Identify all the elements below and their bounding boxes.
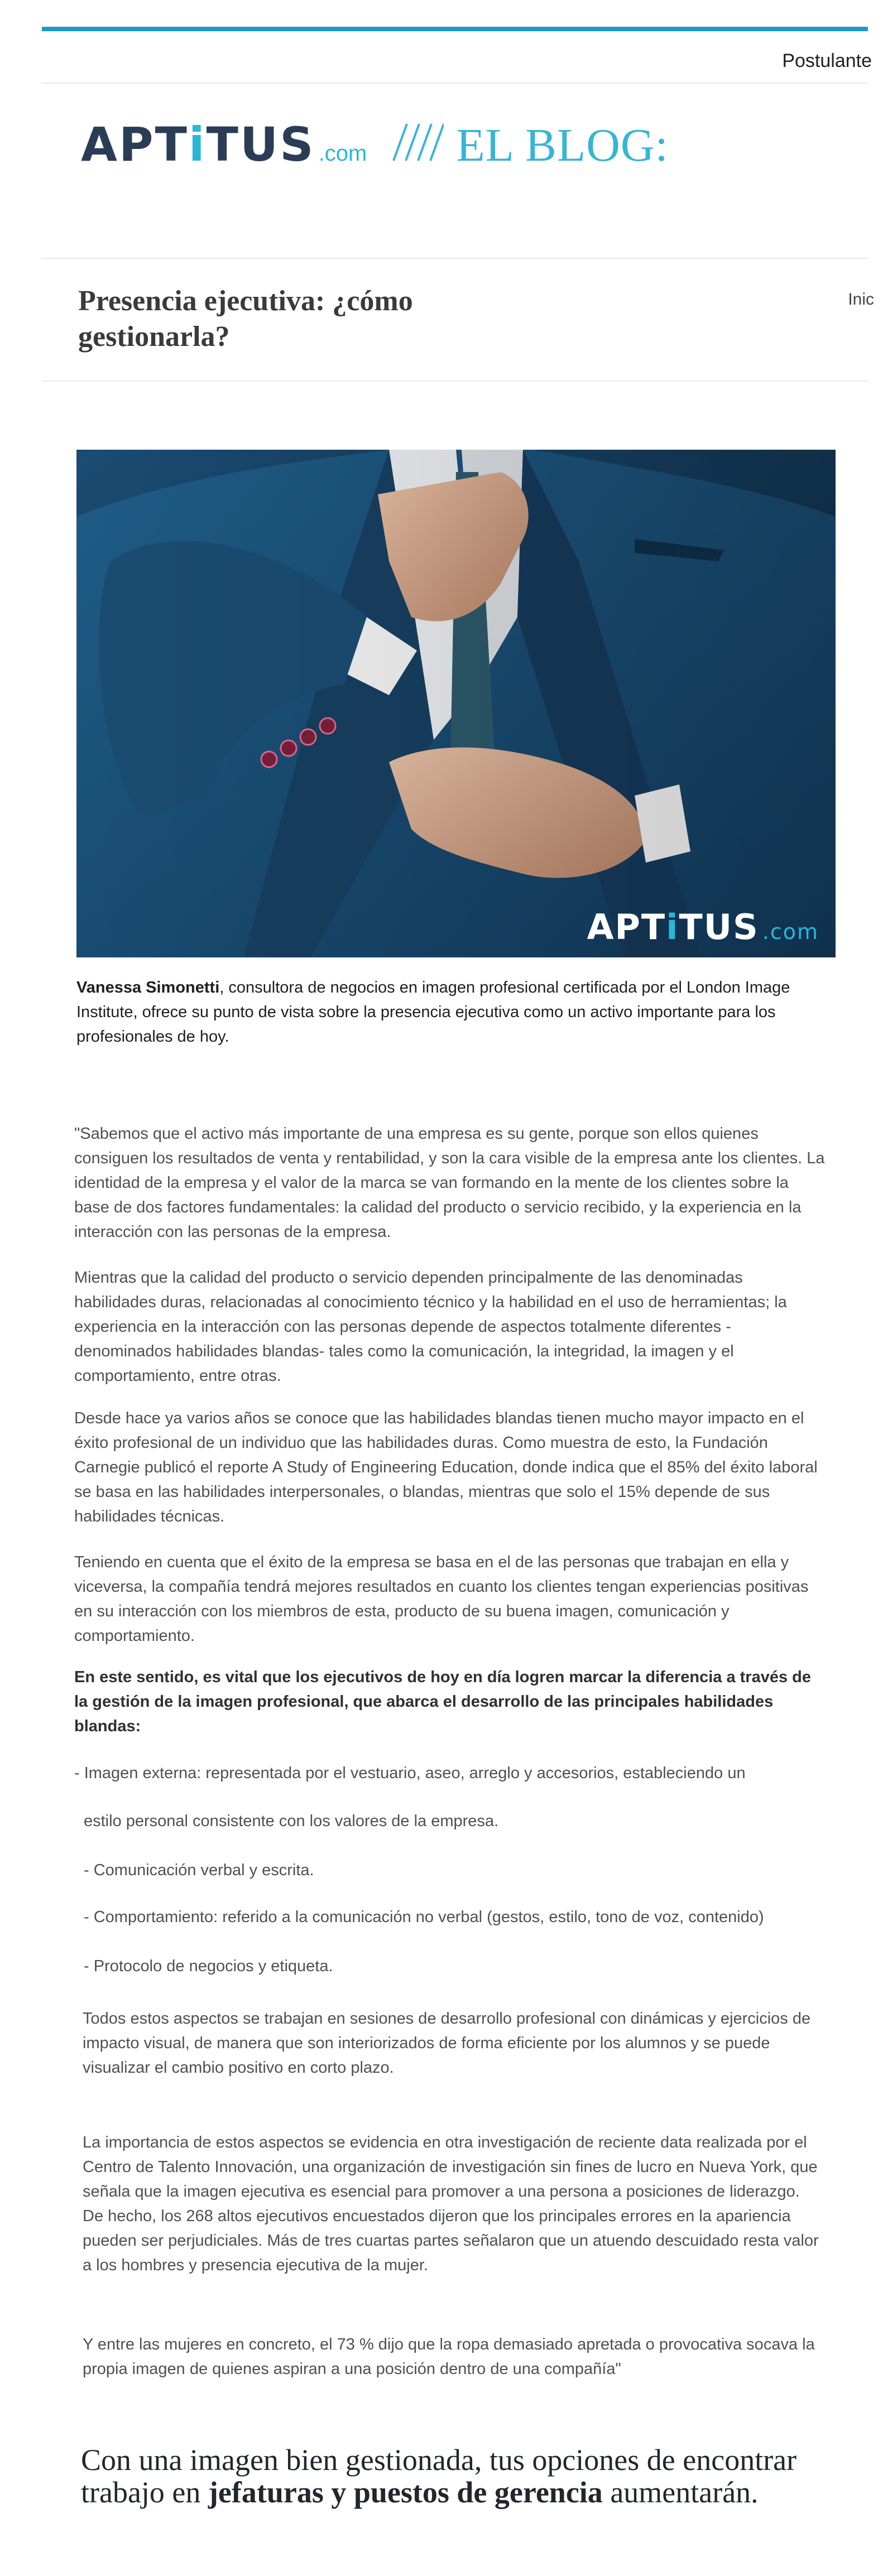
- article-paragraph: Todos estos aspectos se trabajan en sesiones de desarrollo profesional con dinámicas y ejercicios de impacto visual, de manera que son interiorizados de forma eficiente por los alumnos y se puede visualizar el cambio positivo en corto plazo.: [83, 2010, 811, 2077]
- article-paragraph: Desde hace ya varios años se conoce que las habilidades blandas tienen mucho mayor impacto en el éxito profesional de un individuo que las habilidades duras. Como muestra de esto, la Fundación Carnegie publicó el reporte A Study of Engineering Education, donde indica que el 85% del éxito laboral se basa en las habilidades interpersonales, o blandas, mientras que solo el 15% depende de sus habilidades técnicas.: [74, 1409, 818, 1525]
- brand-tld: .com: [318, 141, 367, 166]
- watermark-tld: .com: [762, 919, 819, 944]
- author-name: Vanessa Simonetti: [76, 979, 220, 996]
- blog-label: EL BLOG:: [456, 119, 669, 171]
- closing-emphasis: jefaturas y puestos de gerencia: [208, 2476, 603, 2509]
- list-item: - Comportamiento: referido a la comunicación no verbal (gestos, estilo, tono de voz, contenido): [84, 1908, 764, 1926]
- article-paragraph: "Sabemos que el activo más importante de una empresa es su gente, porque son ellos quienes consiguen los resultados de venta y rentabilidad, y son la cara visible de la empresa ante los clientes. La identidad de la empresa y el valor de la marca se van formando en la mente de los clientes sobre la base de dos factores fundamentales: la calidad del producto o servicio recibido, y la experiencia en la interacción con las personas de la empresa.: [74, 1125, 825, 1241]
- article-paragraph: La importancia de estos aspectos se evidencia en otra investigación de reciente data realizada por el Centro de Talento Innovación, una organización de investigación sin fines de lucro en Nueva York, que señala que la imagen ejecutiva es esencial para promover a una persona a posiciones de liderazgo. De hecho, los 268 altos ejecutivos encuestados dijeron que los principales errores en la apariencia pueden ser perjudiciales. Más de tres cuartas partes señalaron que un atuendo descuidado resta valor a los hombres y presencia ejecutiva de la mujer.: [83, 2134, 819, 2274]
- closing-statement: [81, 2444, 807, 2508]
- slashes-icon: [382, 123, 444, 162]
- article-paragraph: Y entre las mujeres en concreto, el 73 % dijo que la ropa demasiado apretada o provocativa socava la propia imagen de quienes aspiran a una posición dentro de una compañía": [83, 2336, 815, 2378]
- article-paragraph: Teniendo en cuenta que el éxito de la empresa se basa en el de las personas que trabajan en ella y viceversa, la compañía tendrá mejores resultados en cuanto los clientes tengan experiencias positivas en su interacción con los miembros de esta, producto de su buena imagen, comunicación y comportamiento.: [74, 1553, 809, 1645]
- nav-link-inicio[interactable]: Inic: [848, 290, 874, 309]
- article-paragraph-emphasis: En este sentido, es vital que los ejecutivos de hoy en día logren marcar la diferencia a través de la gestión de la imagen profesional, que abarca el desarrollo de las principales habilidades blandas:: [74, 1668, 811, 1735]
- article-intro: [76, 975, 819, 1049]
- list-item: - Comunicación verbal y escrita.: [84, 1861, 314, 1879]
- divider: [42, 381, 868, 382]
- hero-image: [76, 450, 836, 957]
- list-item: - Imagen externa: representada por el vestuario, aseo, arreglo y accesorios, estableciendo un: [74, 1764, 746, 1782]
- list-item: - Protocolo de negocios y etiqueta.: [84, 1957, 333, 1975]
- closing-text-end: aumentarán.: [602, 2476, 759, 2509]
- site-logo[interactable]: [81, 117, 669, 172]
- intro-text: , consultora de negocios en imagen profesional certificada por el London Image Institute, ofrece su punto de vista sobre la presencia ejecutiva como un activo importante para los profesionales de hoy.: [76, 979, 790, 1046]
- nav-link-postulante[interactable]: Postulante: [782, 50, 872, 71]
- suit-illustration: [76, 450, 836, 957]
- article-title: Presencia ejecutiva: ¿cómo gestionarla?: [78, 285, 413, 353]
- brand-name: APTiTUS: [81, 117, 315, 172]
- top-accent-bar: [42, 27, 868, 31]
- list-item: estilo personal consistente con los valores de la empresa.: [84, 1812, 499, 1830]
- divider: [42, 258, 868, 259]
- image-watermark-logo: APTiTUS .com: [587, 907, 819, 947]
- article-paragraph: Mientras que la calidad del producto o servicio dependen principalmente de las denominadas habilidades duras, relacionadas al conocimiento técnico y la habilidad en el uso de herramientas; la experiencia en la interacción con las personas depende de aspectos totalmente diferentes -denominados habilidades blandas- tales como la comunicación, la integridad, la imagen y el comportamiento, entre otras.: [74, 1269, 787, 1385]
- divider: [42, 83, 868, 84]
- closing-text: Con una imagen bien gestionada, tus opciones de encontrar trabajo en: [81, 2443, 797, 2509]
